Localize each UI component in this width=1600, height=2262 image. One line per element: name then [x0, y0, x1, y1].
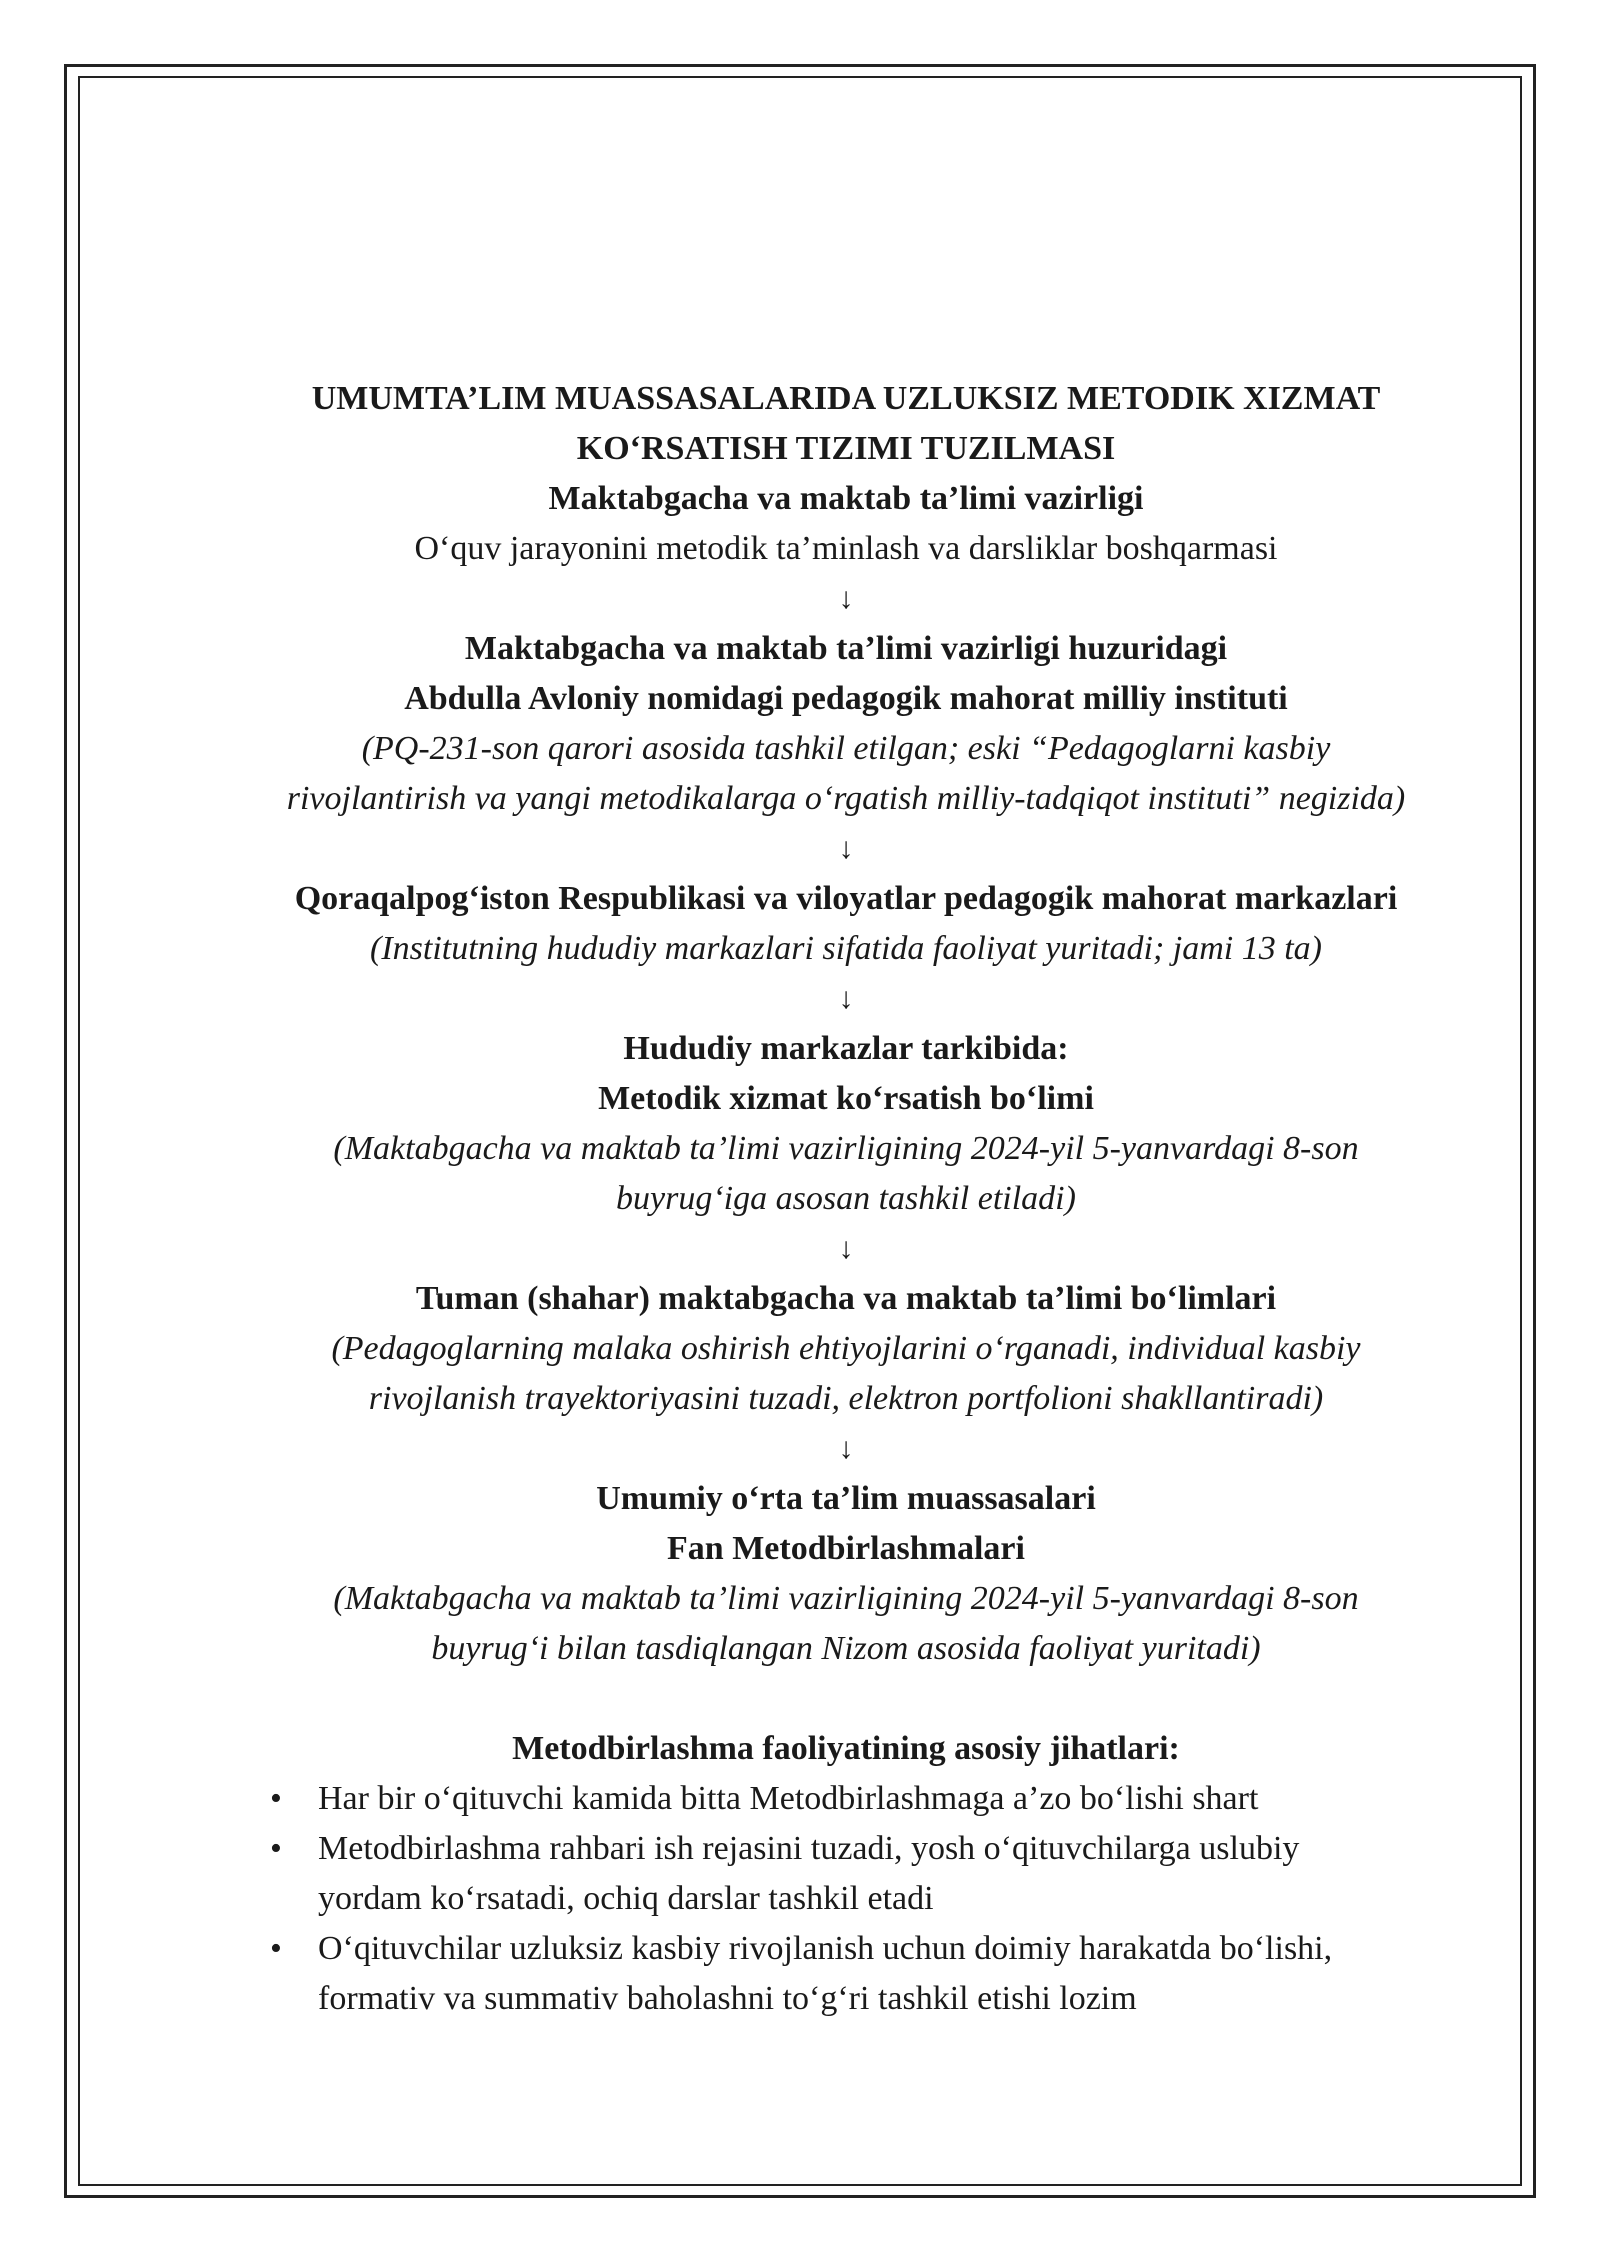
- level-note: (Pedagoglarning malaka oshirish ehtiyojlarini o‘rganadi, individual kasbiy: [331, 1330, 1361, 1367]
- structure-level-schools: [180, 1474, 1512, 1674]
- down-arrow-icon: ↓: [838, 832, 854, 865]
- level-name: Metodik xizmat ko‘rsatish bo‘limi: [598, 1080, 1094, 1117]
- level-note: buyrug‘i bilan tasdiqlangan Nizom asosida faoliyat yuritadi): [431, 1630, 1261, 1667]
- level-name: Tuman (shahar) maktabgacha va maktab ta’limi bo‘limlari: [415, 1280, 1277, 1317]
- bullet-list: [180, 1774, 1512, 2024]
- list-item-text: yordam ko‘rsatadi, ochiq darslar tashkil etadi: [318, 1880, 934, 1917]
- level-name: Qoraqalpog‘iston Respublikasi va viloyatlar pedagogik mahorat markazlari: [294, 880, 1398, 917]
- document-body: [180, 374, 1512, 2024]
- list-item: [180, 1924, 1512, 2024]
- level-name: Maktabgacha va maktab ta’limi vazirligi huzuridagi: [464, 630, 1228, 667]
- title-line: KO‘RSATISH TIZIMI TUZILMASI: [576, 430, 1116, 467]
- bullet-icon: •: [270, 1780, 282, 1817]
- section-heading: Metodbirlashma faoliyatining asosiy jihatlari:: [512, 1730, 1180, 1767]
- level-name: Umumiy o‘rta ta’lim muassasalari: [596, 1480, 1096, 1517]
- structure-level-ministry: [180, 474, 1512, 574]
- list-item-text: formativ va summativ baholashni to‘g‘ri tashkil etishi lozim: [318, 1980, 1137, 2017]
- level-name: Maktabgacha va maktab ta’limi vazirligi: [548, 480, 1144, 517]
- level-note: rivojlantirish va yangi metodikalarga o‘rgatish milliy-tadqiqot instituti” negizida): [286, 780, 1406, 817]
- section-gap: [180, 1674, 1512, 1724]
- list-item-text: O‘qituvchilar uzluksiz kasbiy rivojlanish uchun doimiy harakatda bo‘lishi,: [318, 1930, 1333, 1967]
- bullet-icon: •: [270, 1930, 282, 1967]
- bullet-icon: •: [270, 1830, 282, 1867]
- level-note: (Institutning hududiy markazlari sifatida faoliyat yuritadi; jami 13 ta): [370, 930, 1322, 967]
- level-department: O‘quv jarayonini metodik ta’minlash va darsliklar boshqarmasi: [414, 530, 1278, 567]
- level-name: Fan Metodbirlashmalari: [667, 1530, 1025, 1567]
- down-arrow-icon: ↓: [838, 982, 854, 1015]
- down-arrow-icon: ↓: [838, 1232, 854, 1265]
- level-note: (PQ-231-son qarori asosida tashkil etilgan; eski “Pedagoglarni kasbiy: [361, 730, 1331, 767]
- down-arrow-icon: ↓: [838, 582, 854, 615]
- down-arrow-icon: ↓: [838, 1432, 854, 1465]
- level-note: (Maktabgacha va maktab ta’limi vazirligining 2024-yil 5-yanvardagi 8-son: [333, 1130, 1359, 1167]
- list-item: [180, 1774, 1512, 1824]
- structure-level-institute: [180, 624, 1512, 824]
- level-note: buyrug‘iga asosan tashkil etiladi): [616, 1180, 1076, 1217]
- level-name: Hududiy markazlar tarkibida:: [623, 1030, 1069, 1067]
- structure-level-district-departments: [180, 1274, 1512, 1424]
- list-item-text: Metodbirlashma rahbari ish rejasini tuzadi, yosh o‘qituvchilarga uslubiy: [318, 1830, 1300, 1867]
- list-item-text: Har bir o‘qituvchi kamida bitta Metodbirlashmaga a’zo bo‘lishi shart: [318, 1780, 1259, 1817]
- level-name: Abdulla Avloniy nomidagi pedagogik mahorat milliy instituti: [404, 680, 1288, 717]
- structure-level-methodical-department: [180, 1024, 1512, 1224]
- level-note: (Maktabgacha va maktab ta’limi vazirligining 2024-yil 5-yanvardagi 8-son: [333, 1580, 1359, 1617]
- list-item: [180, 1824, 1512, 1924]
- title-line: UMUMTA’LIM MUASSASALARIDA UZLUKSIZ METODIK XIZMAT: [311, 380, 1381, 417]
- level-note: rivojlanish trayektoriyasini tuzadi, elektron portfolioni shakllantiradi): [368, 1380, 1324, 1417]
- document-title: [180, 374, 1512, 474]
- structure-level-regional-centers: [180, 874, 1512, 974]
